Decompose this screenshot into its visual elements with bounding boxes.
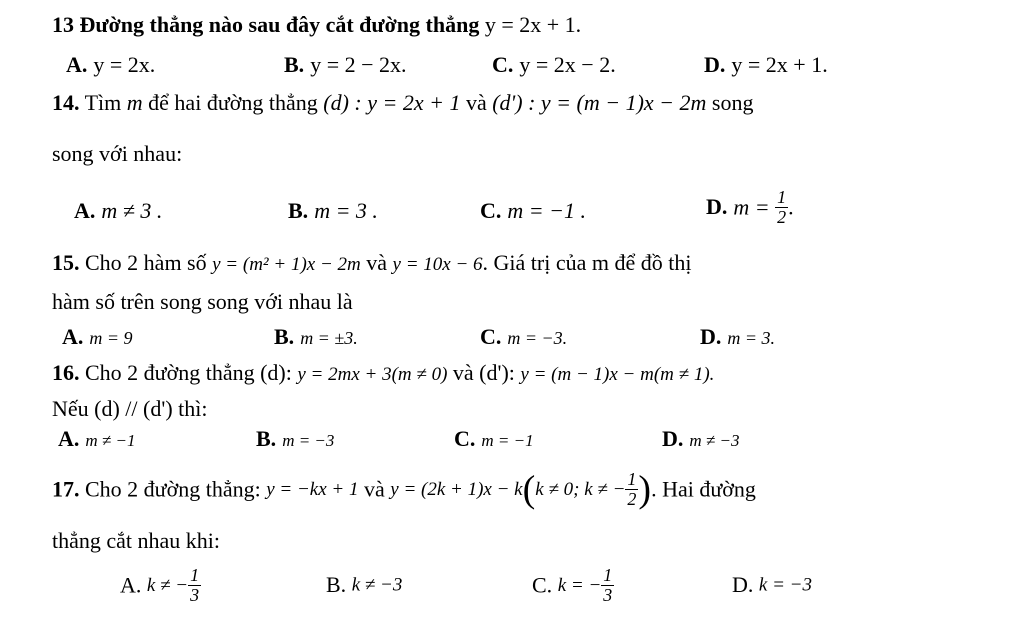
option-16-a[interactable]: [58, 428, 135, 450]
question-14: [52, 92, 753, 114]
option-value: m = 3 .: [314, 198, 378, 223]
question-13-label: 13: [52, 12, 74, 37]
option-value-prefix: k ≠ −: [146, 574, 189, 596]
option-letter: A.: [66, 52, 88, 77]
question-15-f2: y = 10x − 6: [392, 254, 483, 275]
fraction-denominator: 3: [603, 584, 613, 605]
question-14-label: 14.: [52, 90, 80, 115]
option-value: m ≠ 3 .: [101, 198, 163, 223]
question-15-text-after: . Giá trị của m để đồ thị: [482, 250, 692, 275]
option-16-c[interactable]: [454, 428, 534, 450]
option-value: m = −1 .: [507, 198, 586, 223]
option-13-d[interactable]: [704, 54, 828, 76]
option-value: k = −3: [758, 574, 812, 596]
question-13: [52, 14, 581, 36]
question-16-f2: y = (m − 1)x − m(m ≠ 1).: [520, 364, 715, 385]
option-letter: C.: [492, 52, 514, 77]
fraction: [188, 566, 201, 605]
open-paren: (: [522, 468, 536, 511]
option-14-c[interactable]: [480, 200, 586, 222]
option-letter: D.: [662, 426, 684, 451]
option-letter: B.: [326, 571, 347, 597]
option-letter: D.: [700, 324, 722, 349]
option-value: m = ±3.: [300, 328, 358, 348]
option-letter: C.: [454, 426, 476, 451]
option-16-b[interactable]: [256, 428, 334, 450]
option-13-c[interactable]: [492, 54, 616, 76]
question-14-line-2: song với nhau:: [52, 141, 183, 166]
option-letter: D.: [704, 52, 726, 77]
question-13-formula: y = 2x + 1.: [484, 12, 582, 37]
fraction-denominator: 2: [777, 206, 787, 227]
option-17-d[interactable]: [732, 572, 812, 596]
question-17-cond-prefix: k ≠ 0; k ≠ −: [535, 478, 626, 500]
option-13-b[interactable]: [284, 54, 407, 76]
option-letter: C.: [480, 324, 502, 349]
question-13-text: Đường thẳng nào sau đây cắt đường thẳng: [79, 12, 480, 37]
option-13-a[interactable]: [66, 54, 155, 76]
question-17-text-before: Cho 2 đường thẳng:: [85, 476, 261, 502]
question-17-and: và: [364, 476, 385, 502]
fraction-denominator: 3: [190, 584, 200, 605]
option-value: y = 2x + 1.: [731, 52, 828, 77]
option-value: m ≠ −1: [85, 431, 136, 450]
question-15-text-before: Cho 2 hàm số: [85, 250, 207, 275]
option-value: y = 2x.: [93, 52, 156, 77]
question-14-and: và: [465, 90, 487, 115]
question-17-f2: y = (2k + 1)x − k: [390, 478, 523, 500]
option-letter: B.: [256, 426, 277, 451]
option-value: y = 2x − 2.: [519, 52, 616, 77]
question-15-line-2: hàm số trên song song với nhau là: [52, 289, 353, 314]
option-16-d[interactable]: [662, 428, 739, 450]
question-14-line2: (d') : y = (m − 1)x − 2m: [492, 90, 707, 115]
question-17: [52, 470, 756, 509]
option-letter: C.: [480, 198, 502, 223]
fraction-numerator: 1: [627, 469, 637, 489]
question-14-text-mid: để hai đường thẳng: [148, 90, 318, 115]
option-letter: B.: [284, 52, 305, 77]
question-14-line1: (d) : y = 2x + 1: [323, 90, 461, 115]
option-value: k ≠ −3: [351, 574, 403, 596]
option-value-prefix: m =: [733, 194, 770, 220]
question-16-f1: y = 2mx + 3(m ≠ 0): [297, 364, 448, 385]
fraction: [601, 566, 614, 605]
option-letter: D.: [706, 194, 728, 220]
option-letter: C.: [532, 572, 553, 598]
fraction-numerator: 1: [603, 565, 613, 585]
option-letter: B.: [274, 324, 295, 349]
question-16-and: và (d'):: [452, 360, 515, 385]
question-17-line-2: thẳng cắt nhau khi:: [52, 528, 221, 553]
option-15-c[interactable]: [480, 326, 567, 348]
fraction-numerator: 1: [777, 187, 787, 207]
option-14-a[interactable]: [74, 200, 162, 222]
option-value: m = 3.: [727, 328, 776, 348]
question-17-label: 17.: [52, 476, 80, 502]
question-15-f1: y = (m² + 1)x − 2m: [212, 254, 361, 275]
option-letter: D.: [732, 571, 754, 597]
close-paren: ): [638, 468, 652, 511]
option-15-d[interactable]: [700, 326, 775, 348]
option-14-d[interactable]: [706, 188, 794, 227]
option-letter: A.: [120, 572, 142, 598]
option-letter: B.: [288, 198, 309, 223]
option-value: m = −1: [481, 431, 534, 450]
option-value: m = −3: [282, 431, 335, 450]
question-16-label: 16.: [52, 360, 80, 385]
question-16-text-before: Cho 2 đường thẳng (d):: [85, 360, 292, 385]
fraction: [625, 470, 638, 509]
option-value: y = 2 − 2x.: [310, 52, 407, 77]
option-14-b[interactable]: [288, 200, 378, 222]
option-letter: A.: [62, 324, 84, 349]
option-17-b[interactable]: [326, 572, 402, 596]
question-14-var: m: [126, 90, 143, 115]
fraction-denominator: 2: [627, 488, 637, 509]
option-value: m = 9: [89, 328, 133, 348]
question-17-text-after: . Hai đường: [651, 476, 756, 502]
option-value-prefix: k = −: [557, 574, 602, 596]
option-value: m ≠ −3: [689, 431, 740, 450]
option-value-suffix: .: [788, 194, 794, 220]
option-17-a[interactable]: [120, 566, 201, 605]
question-16: [52, 362, 714, 384]
question-16-line-2: Nếu (d) // (d') thì:: [52, 396, 208, 421]
question-15: [52, 252, 691, 274]
option-value: m = −3.: [507, 328, 568, 348]
question-17-f1: y = −kx + 1: [266, 478, 359, 500]
option-letter: A.: [58, 426, 80, 451]
question-14-text-after: song: [711, 90, 754, 115]
fraction-numerator: 1: [190, 565, 200, 585]
question-14-text-before: Tìm: [84, 90, 122, 115]
option-letter: A.: [74, 198, 96, 223]
option-17-c[interactable]: [532, 566, 614, 605]
option-15-b[interactable]: [274, 326, 358, 348]
question-15-and: và: [366, 250, 388, 275]
question-15-label: 15.: [52, 250, 80, 275]
option-15-a[interactable]: [62, 326, 133, 348]
fraction: [775, 188, 788, 227]
